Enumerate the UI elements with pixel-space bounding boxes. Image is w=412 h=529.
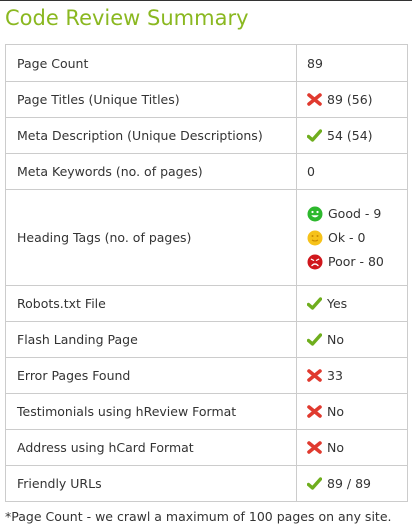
value-text: Poor - 80 (328, 254, 384, 269)
row-label: Meta Keywords (no. of pages) (6, 154, 297, 190)
row-label: Page Titles (Unique Titles) (6, 82, 297, 118)
table-row (6, 190, 408, 286)
row-value (297, 358, 408, 394)
red-x-icon (307, 405, 322, 418)
row-label: Page Count (6, 45, 297, 82)
happy-face-icon (307, 206, 323, 222)
row-label: Flash Landing Page (6, 322, 297, 358)
row-label: Heading Tags (no. of pages) (6, 190, 297, 286)
heading-ok (307, 226, 407, 250)
row-value (297, 190, 408, 286)
summary-table (5, 44, 408, 502)
row-label: Error Pages Found (6, 358, 297, 394)
row-label: Address using hCard Format (6, 430, 297, 466)
value-text: 33 (327, 368, 343, 383)
row-value (297, 430, 408, 466)
top-rule (0, 0, 412, 1)
row-value (297, 322, 408, 358)
neutral-face-icon (307, 230, 323, 246)
table-row (6, 82, 408, 118)
green-check-icon (307, 333, 322, 346)
table-row (6, 118, 408, 154)
value-text: No (327, 332, 344, 347)
red-x-icon (307, 441, 322, 454)
value-text: No (327, 404, 344, 419)
row-label: Friendly URLs (6, 466, 297, 502)
heading-good (307, 202, 407, 226)
row-label: Robots.txt File (6, 286, 297, 322)
row-value (297, 286, 408, 322)
table-row (6, 286, 408, 322)
row-value (297, 154, 408, 190)
value-text: Good - 9 (328, 206, 382, 221)
value-text: 0 (307, 164, 315, 179)
row-label: Testimonials using hReview Format (6, 394, 297, 430)
table-row (6, 322, 408, 358)
green-check-icon (307, 129, 322, 142)
green-check-icon (307, 297, 322, 310)
heading-poor (307, 250, 407, 274)
sad-face-icon (307, 254, 323, 270)
row-value (297, 394, 408, 430)
table-row (6, 358, 408, 394)
red-x-icon (307, 93, 322, 106)
row-value (297, 45, 408, 82)
row-value (297, 118, 408, 154)
row-value (297, 82, 408, 118)
value-text: Yes (327, 296, 348, 311)
table-row (6, 45, 408, 82)
value-text: No (327, 440, 344, 455)
value-text: 54 (54) (327, 128, 373, 143)
table-row (6, 466, 408, 502)
green-check-icon (307, 477, 322, 490)
value-text: Ok - 0 (328, 230, 366, 245)
value-text: 89 (307, 55, 323, 71)
footnote: *Page Count - we crawl a maximum of 100 pages on any site. (5, 509, 392, 524)
value-text: 89 (56) (327, 92, 373, 107)
red-x-icon (307, 369, 322, 382)
table-row (6, 430, 408, 466)
row-value (297, 466, 408, 502)
value-text: 89 / 89 (327, 476, 371, 491)
page-title: Code Review Summary (5, 6, 249, 30)
table-row (6, 154, 408, 190)
row-label: Meta Description (Unique Descriptions) (6, 118, 297, 154)
table-row (6, 394, 408, 430)
